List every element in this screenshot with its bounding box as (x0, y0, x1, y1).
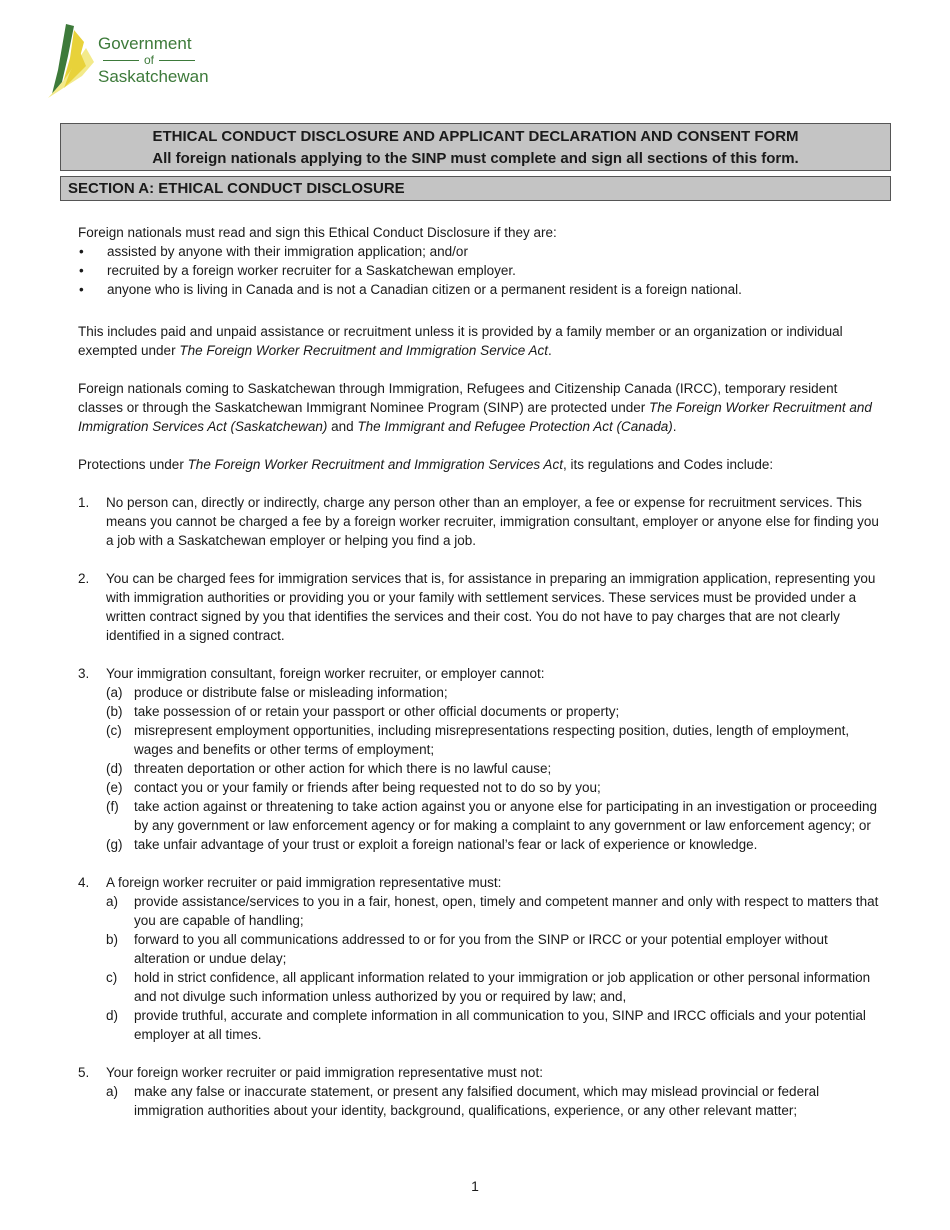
item-lead: Your immigration consultant, foreign worker recruiter, or employer cannot: (106, 666, 545, 681)
list-item (78, 242, 883, 261)
act-title: The Foreign Worker Recruitment and Immigration Services Act (187, 457, 563, 472)
section-heading: SECTION A: ETHICAL CONDUCT DISCLOSURE (60, 176, 891, 201)
sub-item: (g) take unfair advantage of your trust or exploit a foreign national’s fear or lack of experience or knowledge. (106, 837, 758, 852)
form-subtitle: All foreign nationals applying to the SINP must complete and sign all sections of this form. (152, 150, 799, 167)
bullet-mark: • (79, 282, 84, 297)
list-item (78, 261, 883, 280)
form-title-box (60, 123, 891, 171)
numbered-item-4: 4. A foreign worker recruiter or paid immigration representative must: a) provide assistance/services to you in a fair, honest, open, timely and competent manner and only with respect to matters that you are capable of handling; b) forward to you all communications addressed to or for you from the SINP or IRCC or your potential employer without alteration or undue delay; c) hold in strict confidence, all applicant information related to your immigration or job application or other personal information and not divulge such information unless authorized by you or required by law; and, d) provide truthful, accurate and complete information in all communication to you, SINP and IRCC officials and your potential employer at all times. (78, 873, 883, 1044)
sub-item: a) provide assistance/services to you in a fair, honest, open, timely and competent manner and only with respect to matters that you are capable of handling; (106, 894, 879, 928)
logo-government: Government (98, 34, 192, 53)
bullet-mark: • (79, 263, 84, 278)
act-title: The Foreign Worker Recruitment and Immigration Service Act (179, 343, 548, 358)
list-item (78, 280, 883, 299)
document-body (78, 223, 883, 1120)
sub-item: (d) threaten deportation or other action for which there is no lawful cause; (106, 761, 552, 776)
paragraph-protections-intro: Protections under The Foreign Worker Recruitment and Immigration Services Act, its regulations and Codes include: (78, 457, 774, 472)
sub-item: (a) produce or distribute false or misleading information; (106, 685, 448, 700)
act-title: The Immigrant and Refugee Protection Act (Canada) (357, 419, 673, 434)
logo-saskatchewan: Saskatchewan (98, 67, 209, 86)
sub-item: d) provide truthful, accurate and complete information in all communication to you, SINP and IRCC officials and your potential employer at all times. (106, 1008, 866, 1042)
item-lead: Your foreign worker recruiter or paid immigration representative must not: (106, 1065, 543, 1080)
intro-lead: Foreign nationals must read and sign this Ethical Conduct Disclosure if they are: (78, 225, 557, 240)
act-title: The Foreign Worker Recruitment and Immigration Services Act (Saskatchewan) (78, 400, 872, 434)
bullet-text: anyone who is living in Canada and is not a Canadian citizen or a permanent resident is a foreign national. (107, 282, 742, 297)
numbered-item-1: 1. No person can, directly or indirectly, charge any person other than an employer, a fee or expense for recruitment services. This means you cannot be charged a fee by a foreign worker recruiter, immigration consultant, employer or anyone else for finding you a job with a Saskatchewan employer or helping you find a job. (78, 495, 879, 548)
sub-item: b) forward to you all communications addressed to or for you from the SINP or IRCC or your potential employer without alteration or undue delay; (106, 932, 828, 966)
sub-item: (f) take action against or threatening to take action against you or anyone else for participating in an investigation or proceeding by any government or law enforcement agency or for making a complaint to any government or law enforcement agency; or (106, 799, 877, 833)
numbered-item-3: 3. Your immigration consultant, foreign worker recruiter, or employer cannot: (a) produce or distribute false or misleading information; (b) take possession of or retain your passport or other official documents or property; (c) misrepresent employment opportunities, including misrepresentations respecting position, duties, length of employment, wages and benefits or other terms of employment; (d) threaten deportation or other action for which there is no lawful cause; (e) contact you or your family or friends after being requested not to do so by you; (f) take action against or threatening to take action against you or anyone else for participating in an investigation or proceeding by any government or law enforcement agency or for making a complaint to any government or law enforcement agency; or (g) take unfair advantage of your trust or exploit a foreign national’s fear or lack of experience or knowledge. (78, 664, 883, 854)
bullet-text: assisted by anyone with their immigration application; and/or (107, 244, 468, 259)
numbered-item-5: 5. Your foreign worker recruiter or paid immigration representative must not: a) make any false or inaccurate statement, or present any falsified document, which may mislead provincial or federal immigration authorities about your identity, background, qualifications, experience, or any other relevant matter; (78, 1063, 883, 1120)
bullet-mark: • (79, 244, 84, 259)
form-title: ETHICAL CONDUCT DISCLOSURE AND APPLICANT DECLARATION AND CONSENT FORM (152, 128, 799, 145)
paragraph-protection: Foreign nationals coming to Saskatchewan through Immigration, Refugees and Citizenship Canada (IRCC), temporary resident classes or through the Saskatchewan Immigrant Nominee Program (SINP) are protected under The Foreign Worker Recruitment and Immigration Services Act (Saskatchewan) and The Immigrant and Refugee Protection Act (Canada). (78, 381, 872, 434)
sub-item: a) make any false or inaccurate statement, or present any falsified document, which may mislead provincial or federal immigration authorities about your identity, background, qualifications, experience, or any other relevant matter; (106, 1084, 820, 1118)
logo-wordmark (98, 34, 209, 86)
sub-item: c) hold in strict confidence, all applicant information related to your immigration or job application or other personal information and not divulge such information unless authorized by you or required by law; and, (106, 970, 871, 1004)
logo-of: of (98, 53, 209, 67)
page-number: 1 (471, 1178, 479, 1194)
numbered-item-2: 2. You can be charged fees for immigration services that is, for assistance in preparing an immigration application, representing you with immigration authorities or providing you or your family with settlement services. These services must be provided under a written contract signed by you that identifies the services and their cost. You do not have to pay charges that are not clearly identified in a signed contract. (78, 571, 876, 643)
sub-item: (e) contact you or your family or friends after being requested not to do so by you; (106, 780, 601, 795)
sub-item: (b) take possession of or retain your passport or other official documents or property; (106, 704, 620, 719)
sub-item: (c) misrepresent employment opportunities, including misrepresentations respecting position, duties, length of employment, wages and benefits or other terms of employment; (106, 723, 850, 757)
paragraph-assistance: This includes paid and unpaid assistance or recruitment unless it is provided by a family member or an organization or individual exempted under The Foreign Worker Recruitment and Immigration Service Act. (78, 324, 843, 358)
item-lead: A foreign worker recruiter or paid immigration representative must: (106, 875, 502, 890)
bullet-text: recruited by a foreign worker recruiter for a Saskatchewan employer. (107, 263, 516, 278)
